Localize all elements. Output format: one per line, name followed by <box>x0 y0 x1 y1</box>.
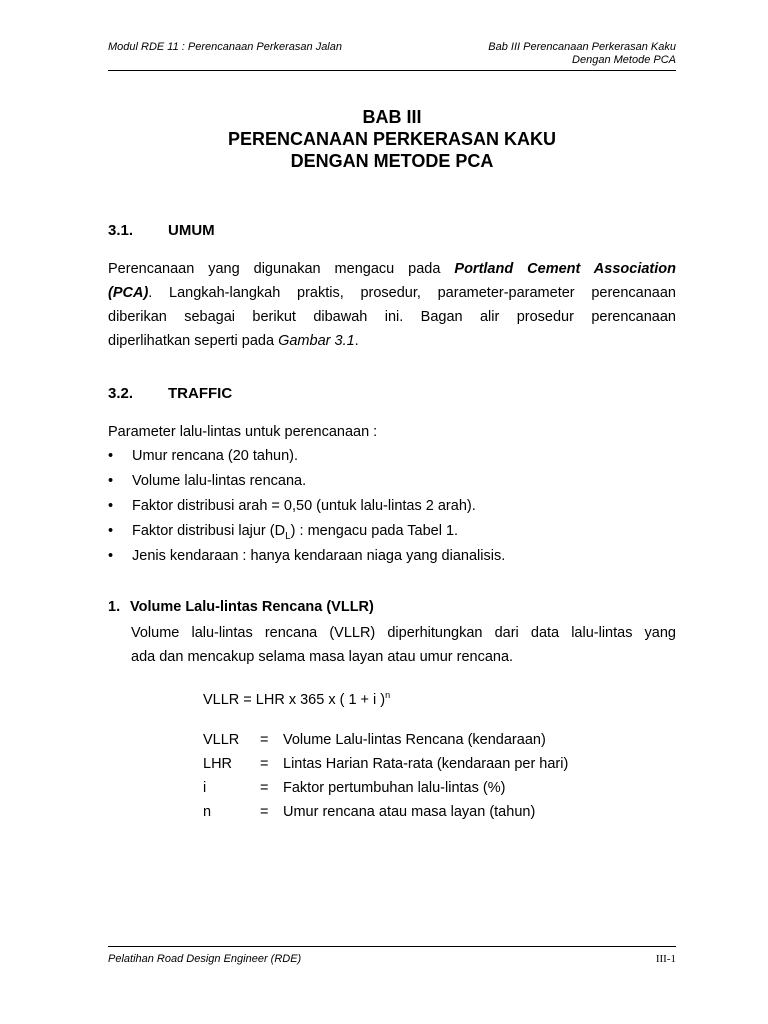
text-run: . Langkah-langkah praktis, prosedur, parameter-parameter perencanaan <box>148 285 676 301</box>
bullet-icon: • <box>108 473 114 489</box>
chapter-title-line2: DENGAN METODE PCA <box>290 151 494 171</box>
section-title: UMUM <box>168 222 215 239</box>
list-item-text: ) : mengacu pada Tabel 1. <box>290 523 459 539</box>
list-item-text: Jenis kendaraan : hanya kendaraan niaga yang dianalisis. <box>132 548 506 564</box>
section-heading-umum <box>108 222 215 239</box>
paragraph-line <box>108 281 676 305</box>
subscript: L <box>285 530 291 542</box>
bullet-icon: • <box>108 498 114 514</box>
paragraph-line: ada dan mencakup selama masa layan atau umur rencana. <box>131 649 514 665</box>
paragraph-line: diberikan sebagai berikut dibawah ini. Bagan alir prosedur perencanaan <box>108 309 676 325</box>
definition-desc: Umur rencana atau masa layan (tahun) <box>283 804 536 820</box>
definition-term: i <box>203 780 207 796</box>
section-number: 3.2. <box>108 385 134 402</box>
list-item <box>108 523 458 542</box>
paragraph-line <box>108 329 676 353</box>
list-item <box>108 473 306 489</box>
equals-sign: = <box>260 732 269 748</box>
paragraph-umum <box>108 257 676 353</box>
equals-sign: = <box>260 804 269 820</box>
definition-row <box>203 780 505 796</box>
definition-row <box>203 756 568 772</box>
list-item <box>108 498 476 514</box>
definition-term: LHR <box>203 756 233 772</box>
bullet-icon: • <box>108 523 114 539</box>
page-number: III-1 <box>655 953 676 965</box>
list-item-text: Faktor distribusi arah = 0,50 (untuk lalu-lintas 2 arah). <box>132 498 476 514</box>
definition-term: n <box>203 804 212 820</box>
running-header-right-line2: Dengan Metode PCA <box>572 54 676 66</box>
definition-desc: Faktor pertumbuhan lalu-lintas (%) <box>283 780 506 796</box>
bullet-icon: • <box>108 448 114 464</box>
definition-row <box>203 732 546 748</box>
running-header-left: Modul RDE 11 : Perencanaan Perkerasan Jalan <box>108 41 342 53</box>
chapter-title-line1: PERENCANAAN PERKERASAN KAKU <box>227 129 557 149</box>
definition-desc: Lintas Harian Rata-rata (kendaraan per hari) <box>283 756 569 772</box>
vllr-formula <box>203 690 390 708</box>
formula-text: VLLR = LHR x 365 x ( 1 + i ) <box>203 691 386 708</box>
list-item-text: Volume lalu-lintas rencana. <box>132 473 307 489</box>
text-run: Perencanaan yang digunakan mengacu pada <box>108 261 455 277</box>
exponent: n <box>385 690 391 700</box>
subsection-heading-vllr <box>108 599 374 615</box>
section-title: TRAFFIC <box>168 385 233 402</box>
list-item-text: Faktor distribusi lajur (D <box>132 523 286 539</box>
traffic-intro: Parameter lalu-lintas untuk perencanaan : <box>108 424 378 440</box>
section-number: 3.1. <box>108 222 134 239</box>
definition-row <box>203 804 535 820</box>
paragraph-line: Volume lalu-lintas rencana (VLLR) diperhitungkan dari data lalu-lintas yang <box>131 625 676 641</box>
emphasis-text: Portland Cement Association <box>454 261 676 277</box>
paragraph-vllr <box>131 621 676 669</box>
list-item-text: Umur rencana (20 tahun). <box>132 448 299 464</box>
text-run: . <box>354 333 359 349</box>
footer-text: Pelatihan Road Design Engineer (RDE) <box>108 953 302 965</box>
list-item <box>108 448 298 464</box>
definition-term: VLLR <box>203 732 240 748</box>
text-run: diperlihatkan seperti pada <box>108 333 279 349</box>
subsection-title: Volume Lalu-lintas Rencana (VLLR) <box>130 599 374 615</box>
subsection-number: 1. <box>108 599 121 615</box>
definition-desc: Volume Lalu-lintas Rencana (kendaraan) <box>283 732 546 748</box>
emphasis-text: (PCA) <box>108 285 149 301</box>
figure-reference: Gambar 3.1 <box>278 333 355 349</box>
running-header-right-line1: Bab III Perencanaan Perkerasan Kaku <box>488 41 676 53</box>
running-header-right <box>488 41 676 67</box>
list-item <box>108 548 505 564</box>
equals-sign: = <box>260 756 269 772</box>
footer-rule <box>108 946 676 947</box>
section-heading-traffic <box>108 385 232 402</box>
chapter-number: BAB III <box>362 107 422 127</box>
header-rule <box>108 70 676 71</box>
equals-sign: = <box>260 780 269 796</box>
bullet-icon: • <box>108 548 114 564</box>
paragraph-line <box>108 257 676 281</box>
